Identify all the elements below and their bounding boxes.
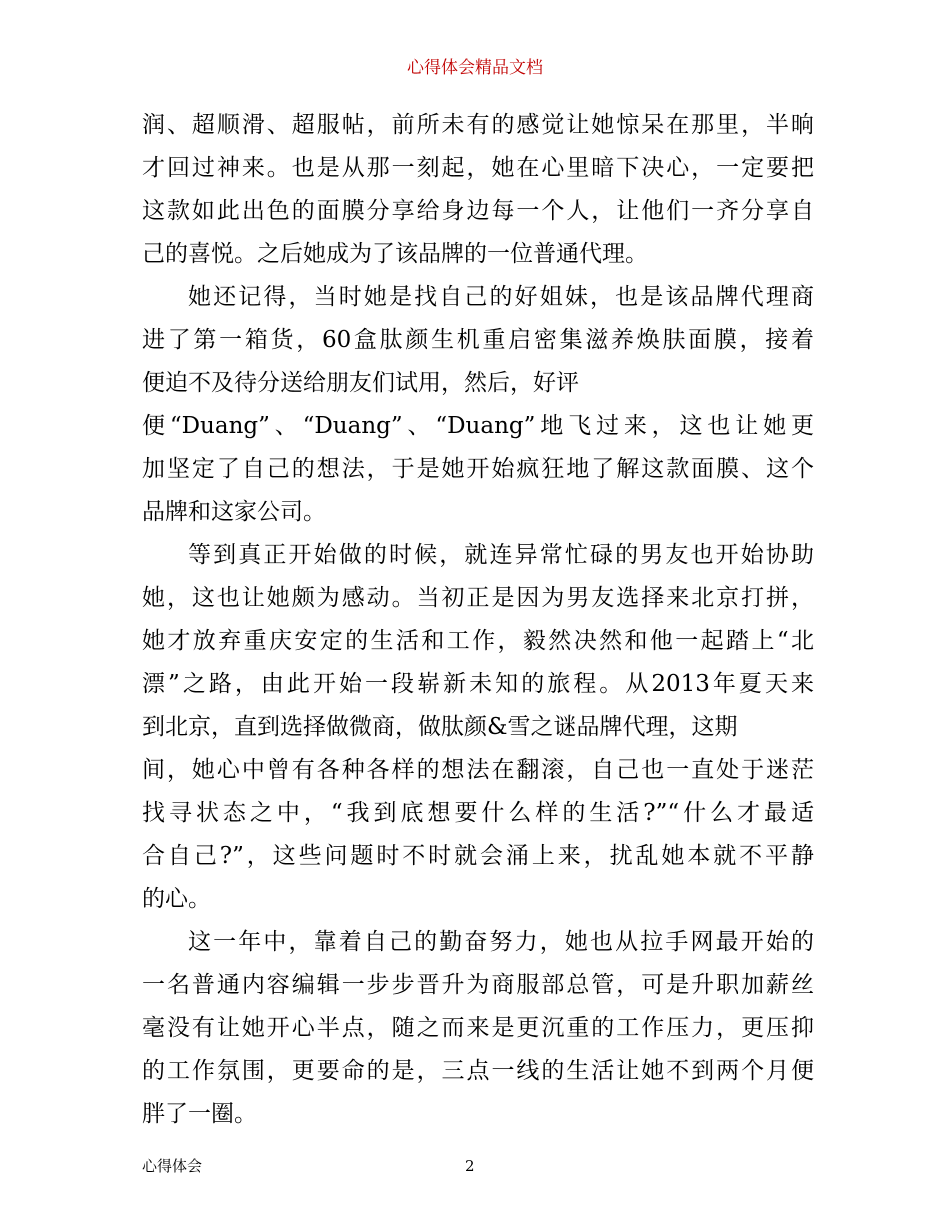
footer-label: 心得体会 — [142, 1157, 203, 1175]
text-line: 她，这也让她颇为感动。当初正是因为男友选择来北京打拼， — [142, 585, 814, 611]
text-line: 品牌和这家公司。 — [142, 499, 326, 525]
page-number: 2 — [465, 1157, 475, 1175]
document-body — [142, 104, 814, 1136]
text-line: 这款如此出色的面膜分享给身边每一个人，让他们一齐分享自 — [142, 198, 814, 224]
text-line: 进了第一箱货，60盒肽颜生机重启密集滋养焕肤面膜，接着 — [142, 327, 814, 353]
text-line: 己的喜悦。之后她成为了该品牌的一位普通代理。 — [142, 241, 648, 267]
text-line: 她才放弃重庆安定的生活和工作，毅然决然和他一起踏上“北 — [142, 628, 814, 654]
text-line: 间，她心中曾有各种各样的想法在翻滚，自己也一直处于迷茫 — [142, 757, 814, 783]
paragraph — [142, 276, 814, 534]
text-line: 等到真正开始做的时候，就连异常忙碌的男友也开始协助 — [188, 542, 814, 568]
text-line: 的工作氛围，更要命的是，三点一线的生活让她不到两个月便 — [142, 1058, 814, 1084]
page-header-title: 心得体会精品文档 — [407, 58, 543, 78]
text-line: 这一年中，靠着自己的勤奋努力，她也从拉手网最开始的 — [188, 929, 814, 955]
paragraph — [142, 534, 814, 921]
text-line: 润、超顺滑、超服帖，前所未有的感觉让她惊呆在那里，半晌 — [142, 112, 814, 138]
text-line: 到北京，直到选择做微商，做肽颜&雪之谜品牌代理，这期 — [142, 714, 738, 740]
text-line: 才回过神来。也是从那一刻起，她在心里暗下决心，一定要把 — [142, 155, 814, 181]
paragraph — [142, 104, 814, 276]
text-line: 毫没有让她开心半点，随之而来是更沉重的工作压力，更压抑 — [142, 1015, 814, 1041]
text-line: 合自己?”，这些问题时不时就会涌上来，扰乱她本就不平静 — [142, 843, 814, 869]
paragraph — [142, 921, 814, 1136]
text-line: 她还记得，当时她是找自己的好姐妹，也是该品牌代理商 — [188, 284, 814, 310]
text-line: 一名普通内容编辑一步步晋升为商服部总管，可是升职加薪丝 — [142, 972, 814, 998]
text-line: 便“Duang”、“Duang”、“Duang”地飞过来，这也让她更 — [142, 413, 814, 439]
text-line: 便迫不及待分送给朋友们试用，然后，好评 — [142, 370, 579, 396]
text-line: 加坚定了自己的想法，于是她开始疯狂地了解这款面膜、这个 — [142, 456, 814, 482]
text-line: 胖了一圈。 — [142, 1101, 257, 1127]
text-line: 漂”之路，由此开始一段崭新未知的旅程。从2013年夏天来 — [142, 671, 814, 697]
text-line: 找寻状态之中，“我到底想要什么样的生活?”“什么才最适 — [142, 800, 814, 826]
text-line: 的心。 — [142, 886, 211, 912]
